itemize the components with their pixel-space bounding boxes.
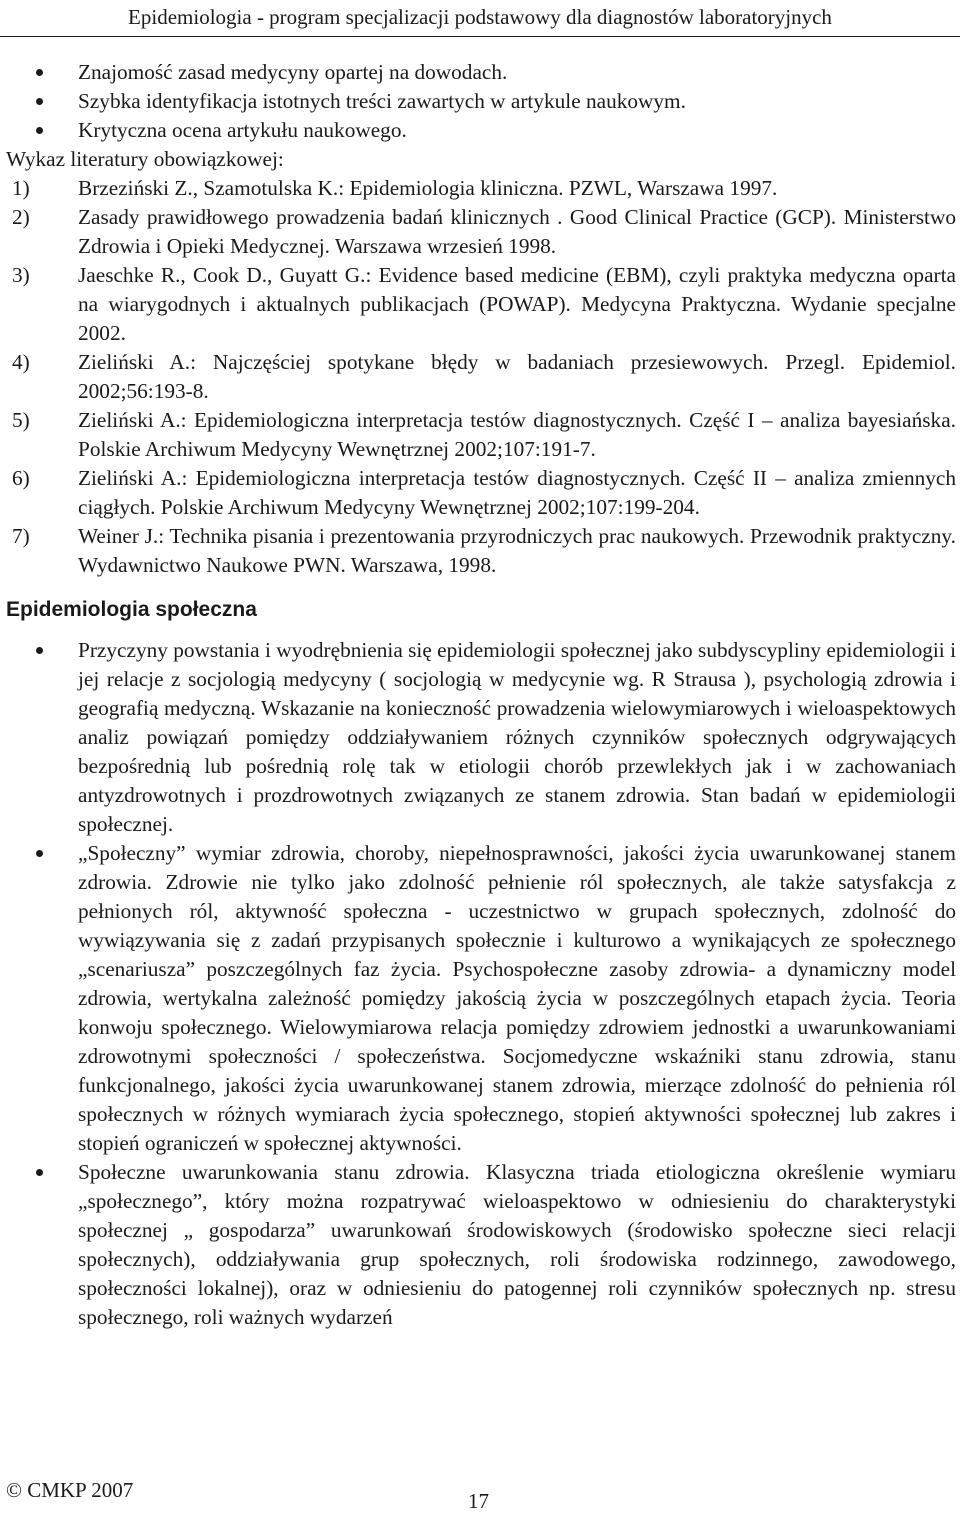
- reference-number: 5): [12, 408, 30, 432]
- reference-number: 6): [12, 466, 30, 490]
- reference-item: [6, 348, 956, 406]
- section-title: Epidemiologia społeczna: [6, 598, 257, 621]
- literature-heading: Wykaz literatury obowiązkowej:: [6, 147, 284, 171]
- list-item: Przyczyny powstania i wyodrębnienia się epidemiologii społecznej jako subdyscypliny epidemiologii i jej relacje z socjologią medycyny ( socjologią w medycynie wg. R Strausa ), psychologią zdrowia i geografią medyczną. Wskazanie na konieczność prowadzenia wielowymiarowych i wieloaspektowych analiz powiązań pomiędzy oddziaływaniem różnych czynników społecznych odgrywających bezpośrednią lub pośrednią rolę tak w etiologii chorób przewlekłych jak i w zachowaniach antyzdrowotnych i prozdrowotnych związanych ze stanem zdrowia. Stan badań w epidemiologii społecznej.: [6, 636, 956, 839]
- list-item: Społeczne uwarunkowania stanu zdrowia. Klasyczna triada etiologiczna określenie wymiaru „społecznego”, który można rozpatrywać wieloaspektowo w odniesieniu do charakterystyki społecznej „ gospodarza” uwarunkowań środowiskowych (środowisko społeczne sieci relacji społecznych), oddziaływania grup społecznych, roli środowiska rodzinnego, zawodowego, społeczności lokalnej), oraz w odniesieniu do patogennej roli czynników społecznych np. stresu społecznego, roli ważnych wydarzeń: [6, 1158, 956, 1332]
- reference-number: 1): [12, 176, 30, 200]
- reference-item: [6, 522, 956, 580]
- reference-item: [6, 174, 956, 203]
- reference-text: Brzeziński Z., Szamotulska K.: Epidemiologia kliniczna. PZWL, Warszawa 1997.: [78, 176, 778, 200]
- page-number: 17: [468, 1489, 489, 1513]
- page-header: [0, 0, 960, 37]
- document-body: [6, 58, 956, 1332]
- reference-text: Jaeschke R., Cook D., Guyatt G.: Evidence based medicine (EBM), czyli praktyka medyczna oparta na wiarygodnych i aktualnych publikacjach (POWAP). Medycyna Praktyczna. Wydanie specjalne 2002.: [78, 263, 956, 345]
- reference-text: Weiner J.: Technika pisania i prezentowania przyrodniczych prac naukowych. Przewodnik praktyczny. Wydawnictwo Naukowe PWN. Warszawa, 1998.: [78, 524, 956, 577]
- reference-number: 2): [12, 205, 30, 229]
- reference-item: [6, 464, 956, 522]
- reference-number: 4): [12, 350, 30, 374]
- footer-copyright: © CMKP 2007: [6, 1478, 134, 1502]
- list-item: Krytyczna ocena artykułu naukowego.: [6, 116, 956, 145]
- reference-text: Zieliński A.: Epidemiologiczna interpretacja testów diagnostycznych. Część II – analiza zmiennych ciągłych. Polskie Archiwum Medycyny Wewnętrznej 2002;107:199-204.: [78, 466, 956, 519]
- list-item: Znajomość zasad medycyny opartej na dowodach.: [6, 58, 956, 87]
- literature-list: [6, 174, 956, 580]
- section-bullet-list: [6, 636, 956, 1332]
- header-title: Epidemiologia - program specjalizacji podstawowy dla diagnostów laboratoryjnych: [128, 5, 832, 29]
- reference-number: 3): [12, 263, 30, 287]
- reference-item: [6, 406, 956, 464]
- list-item: „Społeczny” wymiar zdrowia, choroby, niepełnosprawności, jakości życia uwarunkowanej stanem zdrowia. Zdrowie nie tylko jako zdolność pełnienie ról społecznych, ale także satysfakcja z pełnionych ról, aktywność społeczna - uczestnictwo w grupach społecznych, zdolność do wywiązywania się z zadań przypisanych społecznie i kulturowo a wynikających ze społecznego „scenariusza” poszczególnych faz życia. Psychospołeczne zasoby zdrowia- a dynamiczny model zdrowia, wertykalna zależność pomiędzy jakością życia w poszczególnych etapach życia. Teoria konwoju społecznego. Wielowymiarowa relacja pomiędzy zdrowiem jednostki a uwarunkowaniami zdrowotnymi społeczności / społeczeństwa. Socjomedyczne wskaźniki stanu zdrowia, stanu funkcjonalnego, jakości życia uwarunkowanej stanem zdrowia, mierzące zdolność do pełnienia ról społecznych w różnych wymiarach życia społecznego, stopień aktywności społecznej lub zakres i stopień ograniczeń w społecznej aktywności.: [6, 839, 956, 1158]
- list-item: Szybka identyfikacja istotnych treści zawartych w artykule naukowym.: [6, 87, 956, 116]
- reference-item: [6, 203, 956, 261]
- reference-number: 7): [12, 524, 30, 548]
- reference-item: [6, 261, 956, 348]
- reference-text: Zasady prawidłowego prowadzenia badań klinicznych . Good Clinical Practice (GCP). Ministerstwo Zdrowia i Opieki Medycznej. Warszawa wrzesień 1998.: [78, 205, 956, 258]
- intro-bullet-list: [6, 58, 956, 145]
- reference-text: Zieliński A.: Najczęściej spotykane błędy w badaniach przesiewowych. Przegl. Epidemiol. 2002;56:193-8.: [78, 350, 956, 403]
- reference-text: Zieliński A.: Epidemiologiczna interpretacja testów diagnostycznych. Część I – analiza bayesiańska. Polskie Archiwum Medycyny Wewnętrznej 2002;107:191-7.: [78, 408, 956, 461]
